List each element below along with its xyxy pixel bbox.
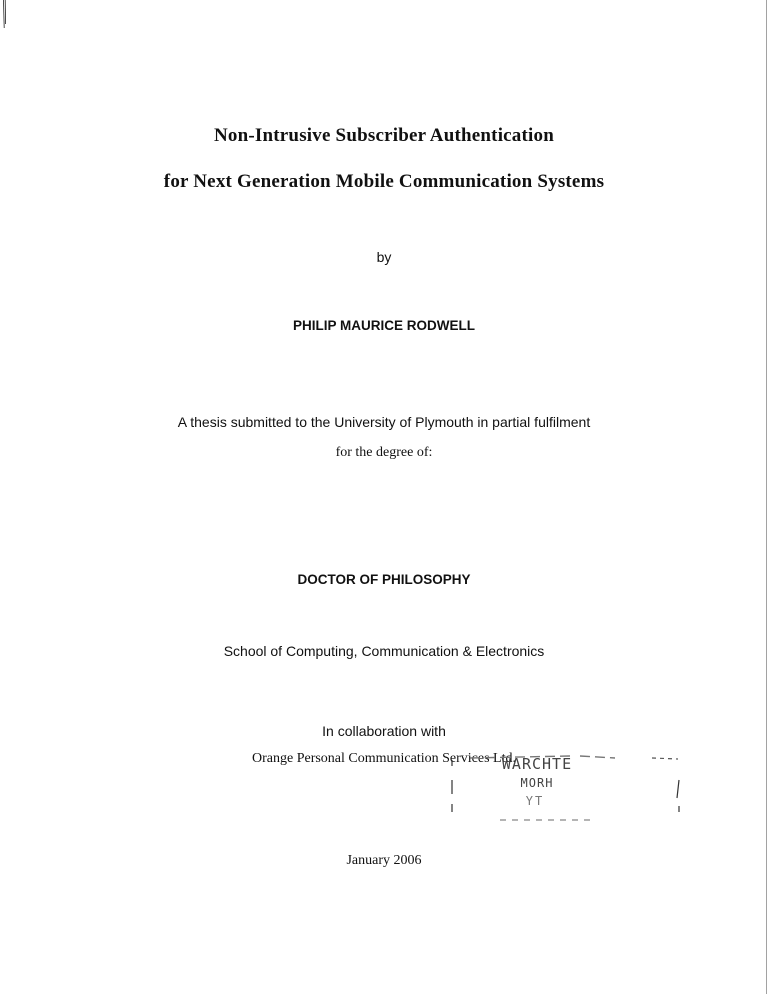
scan-edge-mark	[3, 0, 6, 28]
collaboration-label: In collaboration with	[322, 723, 446, 739]
thesis-title-line-2: for Next Generation Mobile Communication Systems	[163, 171, 605, 192]
degree-title: DOCTOR OF PHILOSOPHY	[297, 572, 471, 587]
collaborator-name: Orange Personal Communication Services Ltd.	[252, 751, 516, 766]
author-name: PHILIP MAURICE RODWELL	[293, 318, 475, 333]
submission-line-2: for the degree of:	[335, 445, 433, 460]
school-name: School of Computing, Communication & Electronics	[223, 643, 545, 659]
thesis-title-line-1: Non-Intrusive Subscriber Authentication	[214, 125, 554, 146]
by-label: by	[376, 249, 392, 265]
library-stamp	[440, 750, 690, 834]
stamp-text-1: WARCHTE	[501, 755, 573, 773]
submission-date: January 2006	[346, 853, 422, 868]
stamp-text-2: MORH	[520, 776, 554, 790]
submission-line-1: A thesis submitted to the University of Plymouth in partial fulfilment	[177, 414, 591, 430]
scan-edge-right	[766, 0, 767, 994]
stamp-text-3: YT	[525, 794, 545, 808]
